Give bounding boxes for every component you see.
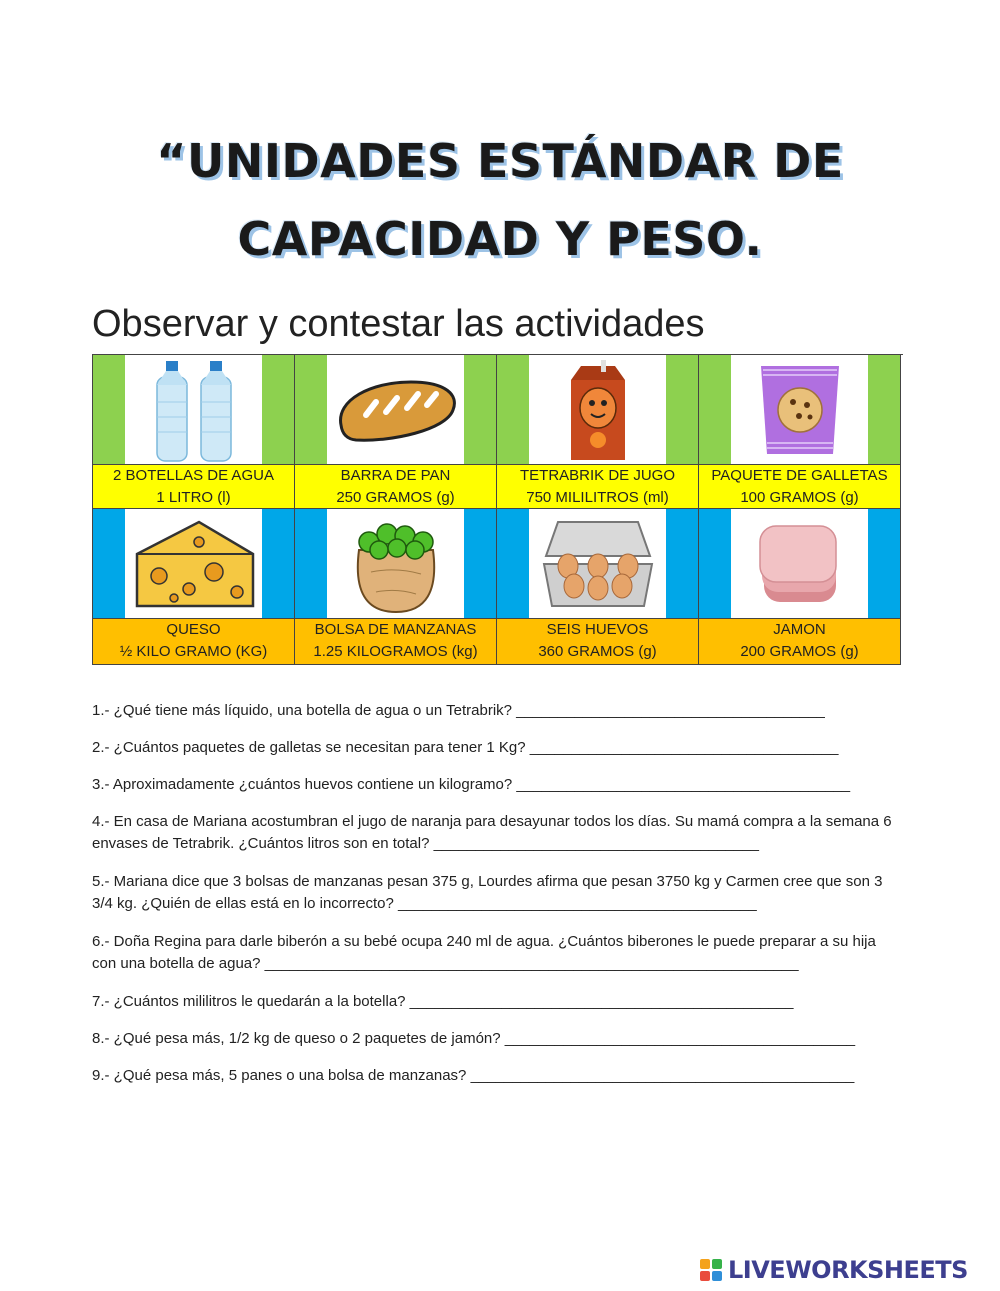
juice-box-icon bbox=[529, 355, 666, 464]
egg-carton-icon bbox=[529, 509, 666, 618]
question-6[interactable]: 6.- Doña Regina para darle biberón a su bebé ocupa 240 ml de agua. ¿Cuántos biberones le puede preparar a su hija con una botella de agua? ________________________________________________________________ bbox=[92, 933, 876, 972]
image-cell bbox=[497, 509, 699, 619]
ham-icon bbox=[731, 509, 868, 618]
logo-square-l bbox=[700, 1259, 710, 1269]
item-amount: ½ KILO GRAMO (KG) bbox=[119, 643, 268, 660]
item-amount: 750 MILILITROS (ml) bbox=[526, 489, 669, 506]
item-amount: 1.25 KILOGRAMOS (kg) bbox=[313, 643, 478, 660]
item-name: TETRABRIK DE JUGO bbox=[519, 467, 676, 484]
bread-icon bbox=[327, 355, 464, 464]
item-amount: 1 LITRO (l) bbox=[156, 489, 231, 506]
item-label bbox=[699, 619, 901, 665]
item-label bbox=[93, 619, 295, 665]
cheese-icon bbox=[125, 509, 262, 618]
question-1[interactable]: 1.- ¿Qué tiene más líquido, una botella de agua o un Tetrabrik? _____________________________________ bbox=[92, 702, 825, 719]
item-label bbox=[699, 465, 901, 509]
brand-text: LIVEWORKSHEETS bbox=[728, 1256, 968, 1284]
item-label bbox=[93, 465, 295, 509]
item-name: 2 BOTELLAS DE AGUA bbox=[113, 467, 274, 484]
item-amount: 250 GRAMOS (g) bbox=[336, 489, 455, 506]
question-3[interactable]: 3.- Aproximadamente ¿cuántos huevos contiene un kilogramo? ________________________________________ bbox=[92, 776, 851, 793]
image-cell bbox=[295, 355, 497, 465]
item-amount: 100 GRAMOS (g) bbox=[740, 489, 859, 506]
question-8[interactable]: 8.- ¿Qué pesa más, 1/2 kg de queso o 2 paquetes de jamón? __________________________________________ bbox=[92, 1030, 856, 1047]
item-label bbox=[295, 465, 497, 509]
image-cell bbox=[497, 355, 699, 465]
question-5[interactable]: 5.- Mariana dice que 3 bolsas de manzanas pesan 375 g, Lourdes afirma que pesan 3750 kg y Carmen cree que son 3 3/4 kg. ¿Quién de ellas está en lo incorrecto? ___________________________________________ bbox=[92, 873, 883, 912]
item-name: BOLSA DE MANZANAS bbox=[314, 621, 477, 638]
liveworksheets-logo bbox=[700, 1255, 1000, 1285]
title-line-2: CAPACIDAD Y PESO. bbox=[237, 212, 763, 266]
image-cell bbox=[699, 355, 901, 465]
logo-square-e bbox=[712, 1271, 722, 1281]
question-2[interactable]: 2.- ¿Cuántos paquetes de galletas se necesitan para tener 1 Kg? _____________________________________ bbox=[92, 739, 839, 756]
item-name: QUESO bbox=[166, 621, 221, 638]
item-name: JAMON bbox=[773, 621, 826, 638]
products-table bbox=[92, 354, 903, 665]
item-amount: 200 GRAMOS (g) bbox=[740, 643, 859, 660]
item-label bbox=[497, 465, 699, 509]
subtitle: Observar y contestar las actividades bbox=[92, 303, 705, 345]
image-cell bbox=[93, 509, 295, 619]
item-name: BARRA DE PAN bbox=[340, 467, 451, 484]
title-line-1: “UNIDADES ESTÁNDAR DE bbox=[156, 134, 844, 188]
water-bottles-icon bbox=[125, 355, 262, 464]
item-amount: 360 GRAMOS (g) bbox=[538, 643, 657, 660]
cookie-bag-icon bbox=[731, 355, 868, 464]
item-name: PAQUETE DE GALLETAS bbox=[711, 467, 888, 484]
question-9[interactable]: 9.- ¿Qué pesa más, 5 panes o una bolsa de manzanas? ______________________________________________ bbox=[92, 1067, 855, 1084]
image-cell bbox=[699, 509, 901, 619]
item-name: SEIS HUEVOS bbox=[546, 621, 649, 638]
item-label bbox=[295, 619, 497, 665]
image-cell bbox=[295, 509, 497, 619]
logo-square-i bbox=[712, 1259, 722, 1269]
question-7[interactable]: 7.- ¿Cuántos mililitros le quedarán a la botella? ______________________________________________ bbox=[92, 993, 794, 1010]
liveworksheets-logo-icon bbox=[700, 1259, 722, 1281]
question-4[interactable]: 4.- En casa de Mariana acostumbran el jugo de naranja para desayunar todos los días. Su mamá compra a la semana 6 envases de Tetrabrik. ¿Cuántos litros son en total? _______________________________________ bbox=[92, 813, 892, 852]
item-label bbox=[497, 619, 699, 665]
apple-sack-icon bbox=[327, 509, 464, 618]
image-cell bbox=[93, 355, 295, 465]
logo-square-v bbox=[700, 1271, 710, 1281]
